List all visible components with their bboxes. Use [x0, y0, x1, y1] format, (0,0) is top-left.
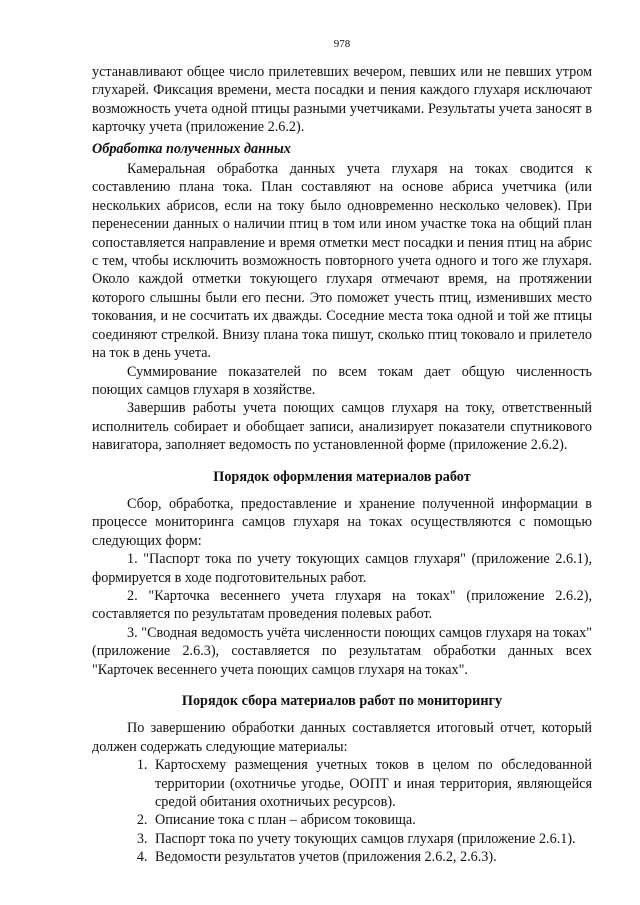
- list-item: 2. Описание тока с план – абрисом токовища.: [151, 811, 592, 829]
- paragraph: Завершив работы учета поющих самцов глухаря на току, ответственный исполнитель собирает и обобщает записи, анализирует показатели спутникового навигатора, заполняет ведомость по установленной форме (приложение 2.6.2).: [92, 400, 592, 454]
- paragraph: 2. "Карточка весеннего учета глухаря на токах" (приложение 2.6.2), составляется по результатам проведения полевых работ.: [92, 587, 592, 623]
- paragraph: 3. "Сводная ведомость учёта численности поющих самцов глухаря на токах" (приложение 2.6.3), составляется по результатам обработки данных всех "Карточек весеннего учета поющих самцов глухаря на токах".: [92, 624, 592, 678]
- page-number: 978: [333, 38, 351, 50]
- list-item: 3. Паспорт тока по учету токующих самцов глухаря (приложение 2.6.1).: [151, 830, 592, 848]
- list-item: 4. Ведомости результатов учетов (приложения 2.6.2, 2.6.3).: [151, 848, 592, 866]
- section-heading-materials-formatting: Порядок оформления материалов работ: [213, 468, 471, 485]
- intro-paragraph: устанавливают общее число прилетевших вечером, певших или не певших утром глухарей. Фиксация времени, места посадки и пения каждого глухаря исключают возможность учета одной птицы разными учетчиками. Результаты учета заносят в карточку учета (приложение 2.6.2).: [92, 64, 592, 136]
- materials-list: [92, 756, 592, 866]
- paragraph: По завершению обработки данных составляется итоговый отчет, который должен содержать следующие материалы:: [92, 720, 592, 755]
- paragraph: Сбор, обработка, предоставление и хранение полученной информации в процессе мониторинга самцов глухаря на токах осуществляются с помощью следующих форм:: [92, 495, 592, 549]
- paragraph: 1. "Паспорт тока по учету токующих самцов глухаря" (приложение 2.6.1), формируется в ходе подготовительных работ.: [92, 551, 592, 586]
- list-item: 1. Картосхему размещения учетных токов в целом по обследованной территории (охотничье угодье, ООПТ и иная территория, являющейся средой обитания охотничьих ресурсов).: [151, 756, 592, 811]
- section-heading-materials-collection: Порядок сбора материалов работ по мониторингу: [181, 693, 503, 709]
- paragraph: Камеральная обработка данных учета глухаря на токах сводится к составлению плана тока. План составляют на основе абриса учетчика (или нескольких абрисов, если на току было одновременно несколько человек). При перенесении данных о наличии птиц в том или ином участке тока на общий план сопоставляется направление и время отметки мест посадки и пения птиц на абрис с тем, чтобы исключить возможность повторного учета одного и того же глухаря. Около каждой отметки токующего глухаря отмечают время, на протяжении которого слышны были его песни. Это поможет учесть птиц, изменивших место токования, и не сосчитать их дважды. Соседние места тока одной и той же птицы соединяют стрелкой. Внизу плана тока пишут, сколько птиц токовало и прилетело на ток в день учета.: [92, 161, 592, 362]
- paragraph: Суммирование показателей по всем токам дает общую численность поющих самцов глухаря в хозяйстве.: [92, 363, 592, 398]
- section-heading-data-processing: Обработка полученных данных: [92, 140, 291, 157]
